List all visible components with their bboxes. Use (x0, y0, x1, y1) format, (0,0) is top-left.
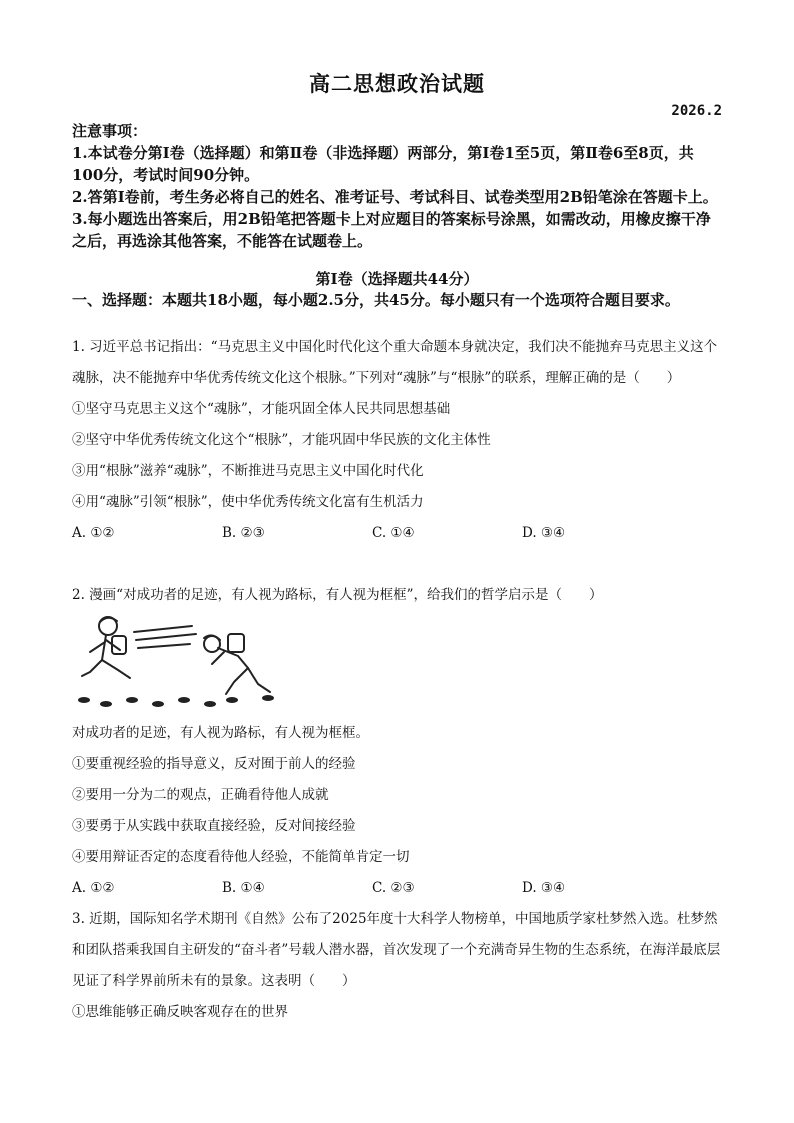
part-title: 一、选择题：本题共18小题，每小题2.5分，共45分。每小题只有一个选项符合题目要求。 (72, 291, 680, 309)
notice-item-2: 2.答第Ⅰ卷前，考生务必将自己的姓名、准考证号、考试科目、试卷类型用2B铅笔涂在答题卡上。 (72, 188, 718, 206)
option-c[interactable]: C. ②③ (372, 880, 415, 896)
option-d[interactable]: D. ③④ (522, 525, 566, 541)
question-2-body (72, 718, 724, 904)
question-2-statement-3: ③要勇于从实践中获取直接经验，反对间接经验 (72, 818, 356, 834)
question-3-statement-1: ①思维能够正确反映客观存在的世界 (72, 1004, 288, 1020)
question-1-statement-3: ③用“根脉”滋养“魂脉”，不断推进马克思主义中国化时代化 (72, 463, 424, 479)
option-c[interactable]: C. ①④ (372, 525, 415, 541)
question-1-stem: 1. 习近平总书记指出：“马克思主义中国化时代化这个重大命题本身就决定，我们决不能抛弃马克思主义这个魂脉，决不能抛弃中华优秀传统文化这个根脉。”下列对“魂脉”与“根脉”的联系，理解正确的是（ ） (72, 339, 718, 386)
question-1-statement-1: ①坚守马克思主义这个“魂脉”，才能巩固全体人民共同思想基础 (72, 401, 451, 417)
question-2-statement-1: ①要重视经验的指导意义，反对囿于前人的经验 (72, 756, 356, 772)
notice-item-1: 1.本试卷分第Ⅰ卷（选择题）和第Ⅱ卷（非选择题）两部分，第Ⅰ卷1至5页，第Ⅱ卷6至8页，共100分，考试时间90分钟。 (72, 144, 694, 184)
question-2 (72, 580, 724, 611)
page-title: 高二思想政治试题 (309, 71, 485, 96)
question-2-statement-2: ②要用一分为二的观点，正确看待他人成就 (72, 787, 329, 803)
section-title: 第Ⅰ卷（选择题共44分） (315, 270, 479, 288)
option-d[interactable]: D. ③④ (522, 880, 566, 896)
question-3 (72, 904, 724, 1028)
question-2-options (72, 873, 672, 904)
question-1 (72, 332, 724, 549)
notice-heading: 注意事项： (72, 122, 148, 140)
cartoon-image (72, 612, 278, 710)
option-b[interactable]: B. ①④ (222, 880, 265, 896)
question-2-statement-4: ④要用辩证否定的态度看待他人经验，不能简单肯定一切 (72, 849, 410, 865)
question-2-stem: 2. 漫画“对成功者的足迹，有人视为路标，有人视为框框”，给我们的哲学启示是（ ） (72, 587, 603, 603)
option-b[interactable]: B. ②③ (222, 525, 265, 541)
option-a[interactable]: A. ①② (72, 525, 115, 541)
question-2-caption: 对成功者的足迹，有人视为路标，有人视为框框。 (72, 725, 369, 741)
question-1-options (72, 518, 672, 549)
notice-item-3: 3.每小题选出答案后，用2B铅笔把答题卡上对应题目的答案标号涂黑，如需改动，用橡皮擦干净之后，再选涂其他答案，不能答在试题卷上。 (72, 210, 711, 250)
option-a[interactable]: A. ①② (72, 880, 115, 896)
question-1-statement-2: ②坚守中华优秀传统文化这个“根脉”，才能巩固中华民族的文化主体性 (72, 432, 491, 448)
exam-date: 2026.2 (671, 103, 722, 119)
question-1-statement-4: ④用“魂脉”引领“根脉”，使中华优秀传统文化富有生机活力 (72, 494, 424, 510)
notice-block (72, 120, 724, 252)
question-3-stem: 3. 近期，国际知名学术期刊《自然》公布了2025年度十大科学人物榜单，中国地质学家杜梦然入选。杜梦然和团队搭乘我国自主研发的“奋斗者”号载人潜水器，首次发现了一个充满奇异生物的生态系统，在海洋最底层见证了科学界前所未有的景象。这表明（ ） (72, 911, 721, 989)
